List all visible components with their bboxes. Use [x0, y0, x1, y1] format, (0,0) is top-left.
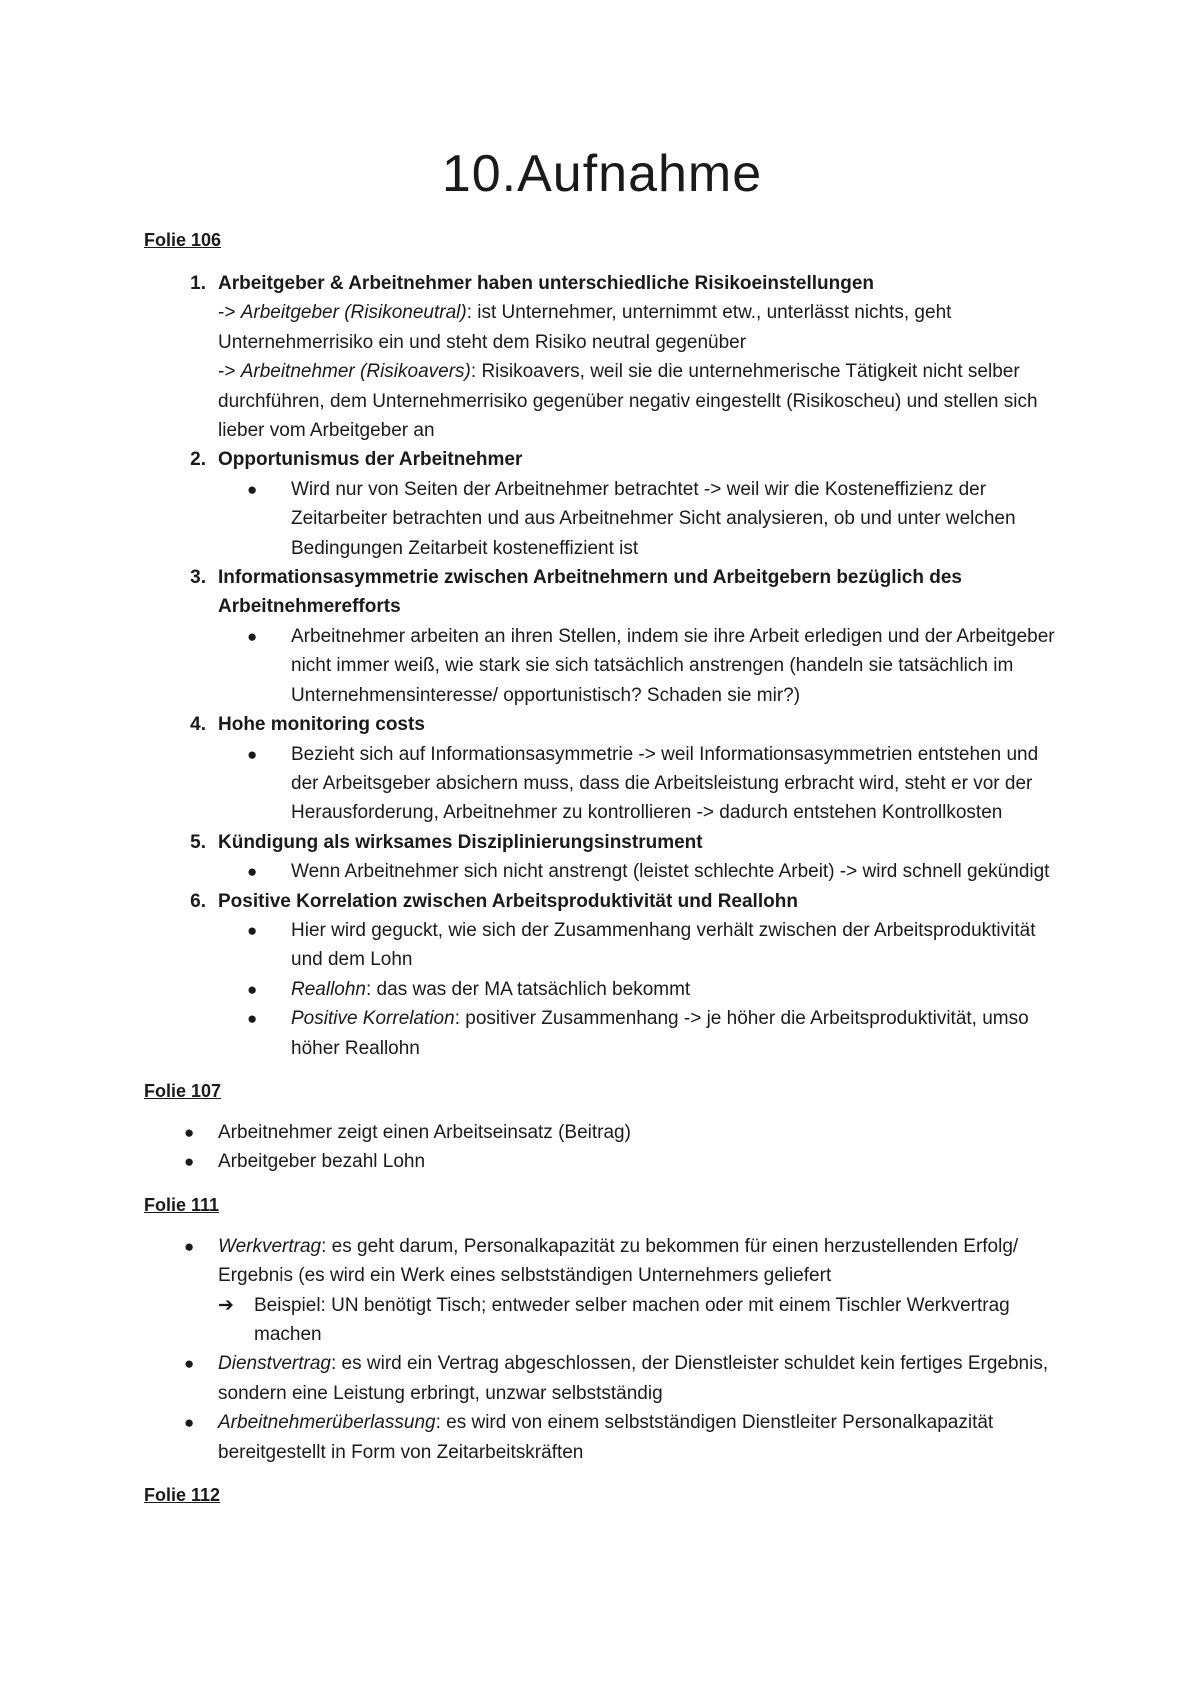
arrow-prefix: ->	[218, 302, 241, 324]
term: Arbeitnehmerüberlassung	[218, 1412, 436, 1434]
list-item	[144, 1118, 1060, 1147]
list-item-text: : es wird ein Vertrag abgeschlossen, der Dienstleister schuldet kein fertiges Ergebnis, sondern eine Leistung erbringt, unzwar selbstständig	[218, 1353, 1049, 1404]
item-number: 3.	[190, 567, 206, 589]
bullet-icon: ●	[184, 1236, 195, 1256]
section-heading: Folie 106	[144, 230, 222, 250]
numbered-item	[144, 563, 1060, 622]
paragraph-text: : Risikoavers, weil sie die unternehmerische Tätigkeit nicht selber durchführen, dem Unternehmerrisiko gegenüber negativ eingestellt (Risikoscheu) und stellen sich lieber vom Arbeitgeber an	[218, 361, 1038, 442]
list-item-text: Arbeitnehmer zeigt einen Arbeitseinsatz (Beitrag)	[218, 1121, 631, 1143]
bullet-icon: ●	[247, 626, 258, 646]
item-number: 1.	[190, 273, 206, 294]
list-item	[144, 1004, 1060, 1063]
page-title: 10.Aufnahme	[441, 145, 763, 203]
bullet-icon: ●	[184, 1152, 195, 1172]
list-item	[144, 1232, 1060, 1291]
list-item-text: : das was der MA tatsächlich bekommt	[366, 978, 691, 1000]
bullet-icon: ●	[247, 920, 258, 940]
section-heading: Folie 112	[144, 1485, 221, 1506]
list-item-text: Wenn Arbeitnehmer sich nicht anstrengt (leistet schlechte Arbeit) -> wird schnell gekündigt	[291, 861, 1050, 883]
list-item	[144, 1349, 1060, 1408]
bullet-icon: ●	[247, 862, 258, 882]
term: Werkvertrag	[218, 1235, 322, 1257]
item-title: Hohe monitoring costs	[218, 714, 425, 736]
list-item-text: : es geht darum, Personalkapazität zu bekommen für einen herzustellenden Erfolg/ Ergebnis (es wird ein Werk eines selbstständigen Unternehmers geliefert	[218, 1235, 1019, 1287]
section-folie-112	[144, 1481, 1060, 1510]
numbered-item	[144, 887, 1060, 916]
numbered-item	[144, 445, 1060, 474]
paragraph-text: : ist Unternehmer, unternimmt etw., unterlässt nichts, geht Unternehmerrisiko ein und steht dem Risiko neutral gegenüber	[218, 302, 952, 353]
list-item	[144, 475, 1060, 563]
section-folie-107	[144, 1077, 1060, 1177]
list-item-text: Wird nur von Seiten der Arbeitnehmer betrachtet -> weil wir die Kosteneffizienz der Zeitarbeiter betrachten und aus Arbeitnehmer Sicht analysieren, ob und unter welchen Bedingungen Zeitarbeit kosteneffizient ist	[291, 478, 1016, 559]
section-folie-106	[144, 226, 1060, 1063]
list-item-text: Arbeitnehmer arbeiten an ihren Stellen, indem sie ihre Arbeit erledigen und der Arbeitgeber nicht immer weiß, wie stark sie sich tatsächlich anstrengen (handeln sie tatsächlich im Unternehmensinteresse/ opportunistisch? Schaden sie mir?)	[291, 625, 1055, 706]
list-item	[144, 740, 1060, 828]
numbered-item	[144, 828, 1060, 857]
term: Reallohn	[291, 978, 366, 1000]
list-item	[144, 857, 1060, 886]
item-number: 4.	[190, 714, 206, 736]
item-title: Opportunismus der Arbeitnehmer	[218, 449, 523, 471]
paragraph	[144, 298, 1060, 357]
list-item	[144, 1291, 1060, 1350]
paragraph	[144, 357, 1060, 445]
numbered-item	[144, 269, 1060, 298]
item-number: 5.	[190, 831, 206, 853]
item-title: Arbeitgeber & Arbeitnehmer haben unterschiedliche Risikoeinstellungen	[218, 273, 874, 294]
bullet-icon: ●	[247, 979, 258, 999]
list-item	[144, 1408, 1060, 1467]
numbered-item	[144, 710, 1060, 739]
list-item-text: Arbeitgeber bezahl Lohn	[218, 1151, 426, 1173]
bullet-icon: ●	[184, 1354, 195, 1374]
bullet-icon: ●	[184, 1413, 195, 1433]
item-number: 6.	[190, 890, 206, 912]
section-heading: Folie 111	[144, 1194, 220, 1215]
term: Arbeitnehmer (Risikoavers)	[240, 361, 471, 383]
section-folie-111	[144, 1191, 1060, 1467]
list-item-text: : es wird von einem selbstständigen Dienstleiter Personalkapazität bereitgestellt in Form von Zeitarbeitskräften	[218, 1412, 994, 1463]
bullet-icon: ●	[247, 744, 258, 764]
list-item-text: Hier wird geguckt, wie sich der Zusammenhang verhält zwischen der Arbeitsproduktivität und dem Lohn	[291, 919, 1036, 971]
list-item	[144, 975, 1060, 1004]
section-heading: Folie 107	[144, 1080, 222, 1101]
term: Positive Korrelation	[291, 1008, 455, 1030]
list-item	[144, 916, 1060, 975]
bullet-icon: ●	[184, 1122, 195, 1142]
item-title: Kündigung als wirksames Disziplinierungsinstrument	[218, 831, 703, 853]
list-item	[144, 622, 1060, 710]
list-item-text: Beispiel: UN benötigt Tisch; entweder selber machen oder mit einem Tischler Werkvertrag machen	[254, 1294, 1010, 1345]
term: Arbeitgeber (Risikoneutral)	[240, 302, 467, 324]
list-item-text: Bezieht sich auf Informationsasymmetrie -> weil Informationsasymmetrien entstehen und der Arbeitsgeber absichern muss, dass die Arbeitsleistung erbracht wird, steht er vor der Herausforderung, Arbeitnehmer zu kontrollieren -> dadurch entstehen Kontrollkosten	[291, 743, 1039, 824]
arrow-right-icon: ➔	[218, 1294, 234, 1316]
list-item-text: : positiver Zusammenhang -> je höher die Arbeitsproduktivität, umso höher Reallohn	[291, 1008, 1029, 1059]
bullet-icon: ●	[247, 1009, 258, 1029]
item-number: 2.	[190, 449, 206, 471]
item-title: Positive Korrelation zwischen Arbeitsproduktivität und Reallohn	[218, 890, 798, 912]
bullet-icon: ●	[247, 479, 258, 499]
item-title: Informationsasymmetrie zwischen Arbeitnehmern und Arbeitgebern bezüglich des Arbeitnehmerefforts	[218, 567, 962, 618]
list-item	[144, 1147, 1060, 1176]
term: Dienstvertrag	[218, 1353, 331, 1375]
arrow-prefix: ->	[218, 361, 241, 383]
